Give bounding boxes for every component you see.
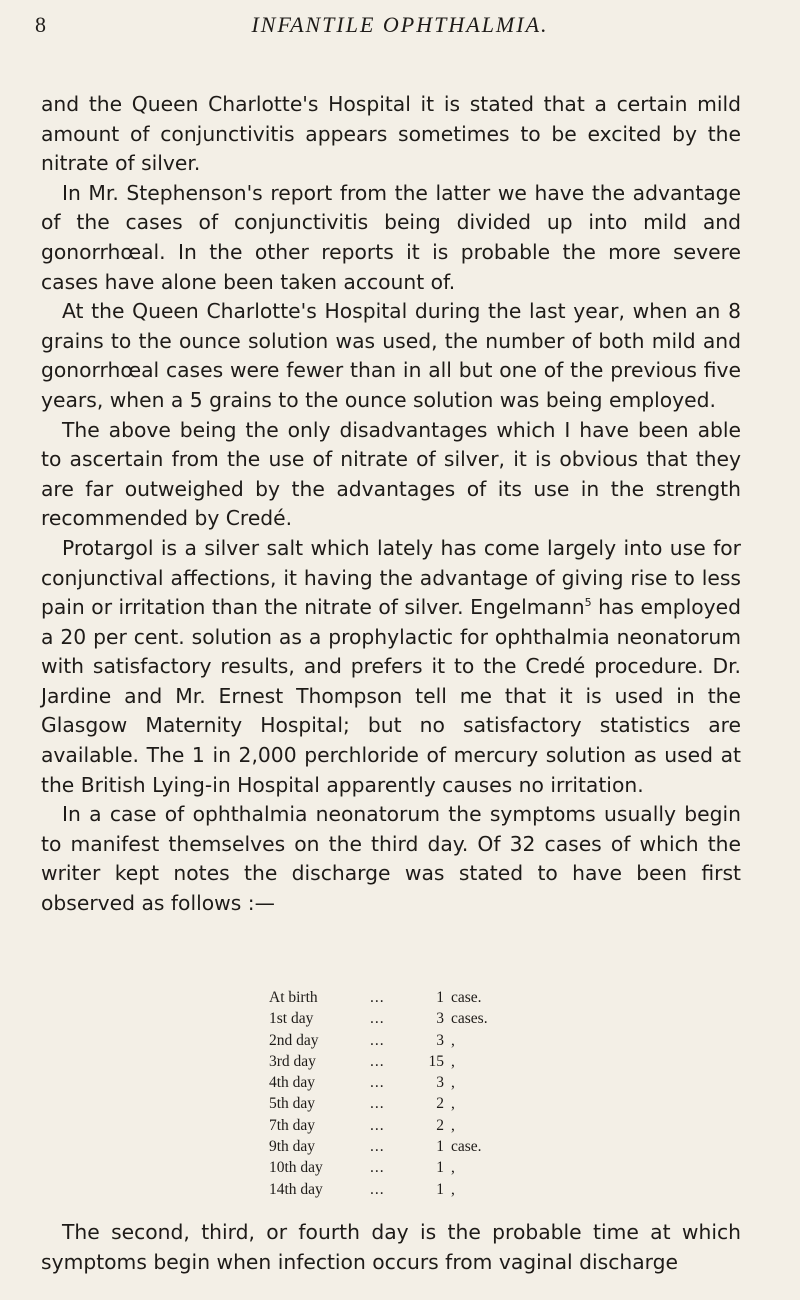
table-row bbox=[269, 1072, 569, 1093]
paragraph: At the Queen Charlotte's Hospital during the last year, when an 8 grains to the ounce solution was used, the number of both mild and gonorrhœal cases were fewer than in all but one of the previous five years, when a 5 grains to the ounce solution was being employed. bbox=[41, 299, 741, 412]
row-label: 1st day bbox=[269, 1010, 314, 1028]
table-row bbox=[269, 987, 569, 1008]
footnote-reference: 5 bbox=[584, 596, 592, 610]
paragraph: The above being the only disadvantages which I have been able to ascertain from the use of nitrate of silver, it is obvious that they are far outweighed by the advantages of its use in the strength recommended by Credé. bbox=[41, 417, 741, 531]
row-unit: , bbox=[451, 1180, 455, 1198]
paragraph-text: Protargol is a silver salt which lately has come largely into use for conjunctival affections, it having the advantage of giving rise to less pain or irritation than the nitrate of silver. Engelmann bbox=[41, 535, 741, 620]
row-count: 1 bbox=[436, 1138, 444, 1156]
row-count: 15 bbox=[428, 1052, 444, 1070]
row-count: 1 bbox=[436, 1159, 444, 1177]
row-count: 3 bbox=[436, 1031, 444, 1049]
row-leader-dots: ... bbox=[370, 1180, 385, 1198]
row-unit: , bbox=[451, 1116, 455, 1134]
row-leader-dots: ... bbox=[370, 1138, 385, 1156]
row-count: 2 bbox=[436, 1116, 444, 1134]
row-unit: , bbox=[451, 1052, 455, 1070]
row-label: 5th day bbox=[269, 1095, 316, 1113]
row-leader-dots: ... bbox=[370, 1052, 385, 1070]
page-number: 8 bbox=[35, 12, 46, 37]
body-text bbox=[41, 90, 741, 919]
table-row bbox=[269, 1157, 569, 1178]
row-label: 4th day bbox=[269, 1074, 316, 1092]
paragraph: and the Queen Charlotte's Hospital it is stated that a certain mild amount of conjunctivitis appears sometimes to be excited by the nitrate of silver. bbox=[41, 92, 741, 176]
closing-text bbox=[41, 1218, 741, 1277]
paragraph-text: has employed a 20 per cent. solution as a prophylactic for ophthalmia neonatorum with satisfactory results, and prefers it to the Credé procedure. Dr. Jardine and Mr. Ernest Thompson tell me that it is used in the Glasgow Maternity Hospital; but no satisfactory statistics are available. The 1 in 2,000 perchloride of mercury solution as used at the British Lying-in Hospital apparently causes no irritation. bbox=[41, 595, 741, 797]
row-count: 2 bbox=[436, 1095, 444, 1113]
row-unit: case. bbox=[451, 1138, 482, 1156]
row-unit: , bbox=[451, 1159, 455, 1177]
row-unit: , bbox=[451, 1074, 455, 1092]
table-row bbox=[269, 1179, 569, 1200]
row-unit: , bbox=[451, 1031, 455, 1049]
onset-paragraph: In a case of ophthalmia neonatorum the symptoms usually begin to manifest themselves on the third day. Of 32 cases of which the writer kept notes the discharge was stated to have been first observed as follows :— bbox=[41, 802, 741, 916]
paragraph: In Mr. Stephenson's report from the latter we have the advantage of the cases of conjunctivitis being divided up into mild and gonorrhœal. In the other reports it is probable the more severe cases have alone been taken account of. bbox=[41, 180, 741, 294]
table-row bbox=[269, 1008, 569, 1029]
row-label: 3rd day bbox=[269, 1052, 316, 1070]
running-title: INFANTILE OPHTHALMIA. bbox=[251, 12, 549, 37]
row-leader-dots: ... bbox=[370, 989, 385, 1006]
row-unit: case. bbox=[451, 989, 482, 1006]
onset-table bbox=[269, 987, 569, 1200]
row-label: At birth bbox=[269, 989, 318, 1006]
table-row bbox=[269, 1115, 569, 1136]
row-leader-dots: ... bbox=[370, 1074, 385, 1092]
row-label: 10th day bbox=[269, 1159, 323, 1177]
row-leader-dots: ... bbox=[370, 1010, 385, 1028]
row-count: 1 bbox=[436, 1180, 444, 1198]
row-count: 1 bbox=[436, 989, 444, 1006]
table-row bbox=[269, 1030, 569, 1051]
protargol-paragraph bbox=[41, 534, 741, 800]
table-row bbox=[269, 1051, 569, 1072]
row-leader-dots: ... bbox=[370, 1095, 385, 1113]
row-label: 9th day bbox=[269, 1138, 316, 1156]
row-leader-dots: ... bbox=[370, 1159, 385, 1177]
table-row bbox=[269, 1136, 569, 1157]
row-label: 2nd day bbox=[269, 1031, 319, 1049]
row-label: 7th day bbox=[269, 1116, 316, 1134]
row-label: 14th day bbox=[269, 1180, 323, 1198]
closing-paragraph: The second, third, or fourth day is the probable time at which symptoms begin when infection occurs from vaginal discharge bbox=[41, 1220, 741, 1274]
row-count: 3 bbox=[436, 1010, 444, 1028]
row-unit: , bbox=[451, 1095, 455, 1113]
table-row bbox=[269, 1093, 569, 1114]
page-header bbox=[0, 12, 800, 52]
row-count: 3 bbox=[436, 1074, 444, 1092]
row-leader-dots: ... bbox=[370, 1116, 385, 1134]
row-unit: cases. bbox=[451, 1010, 488, 1028]
row-leader-dots: ... bbox=[370, 1031, 385, 1049]
